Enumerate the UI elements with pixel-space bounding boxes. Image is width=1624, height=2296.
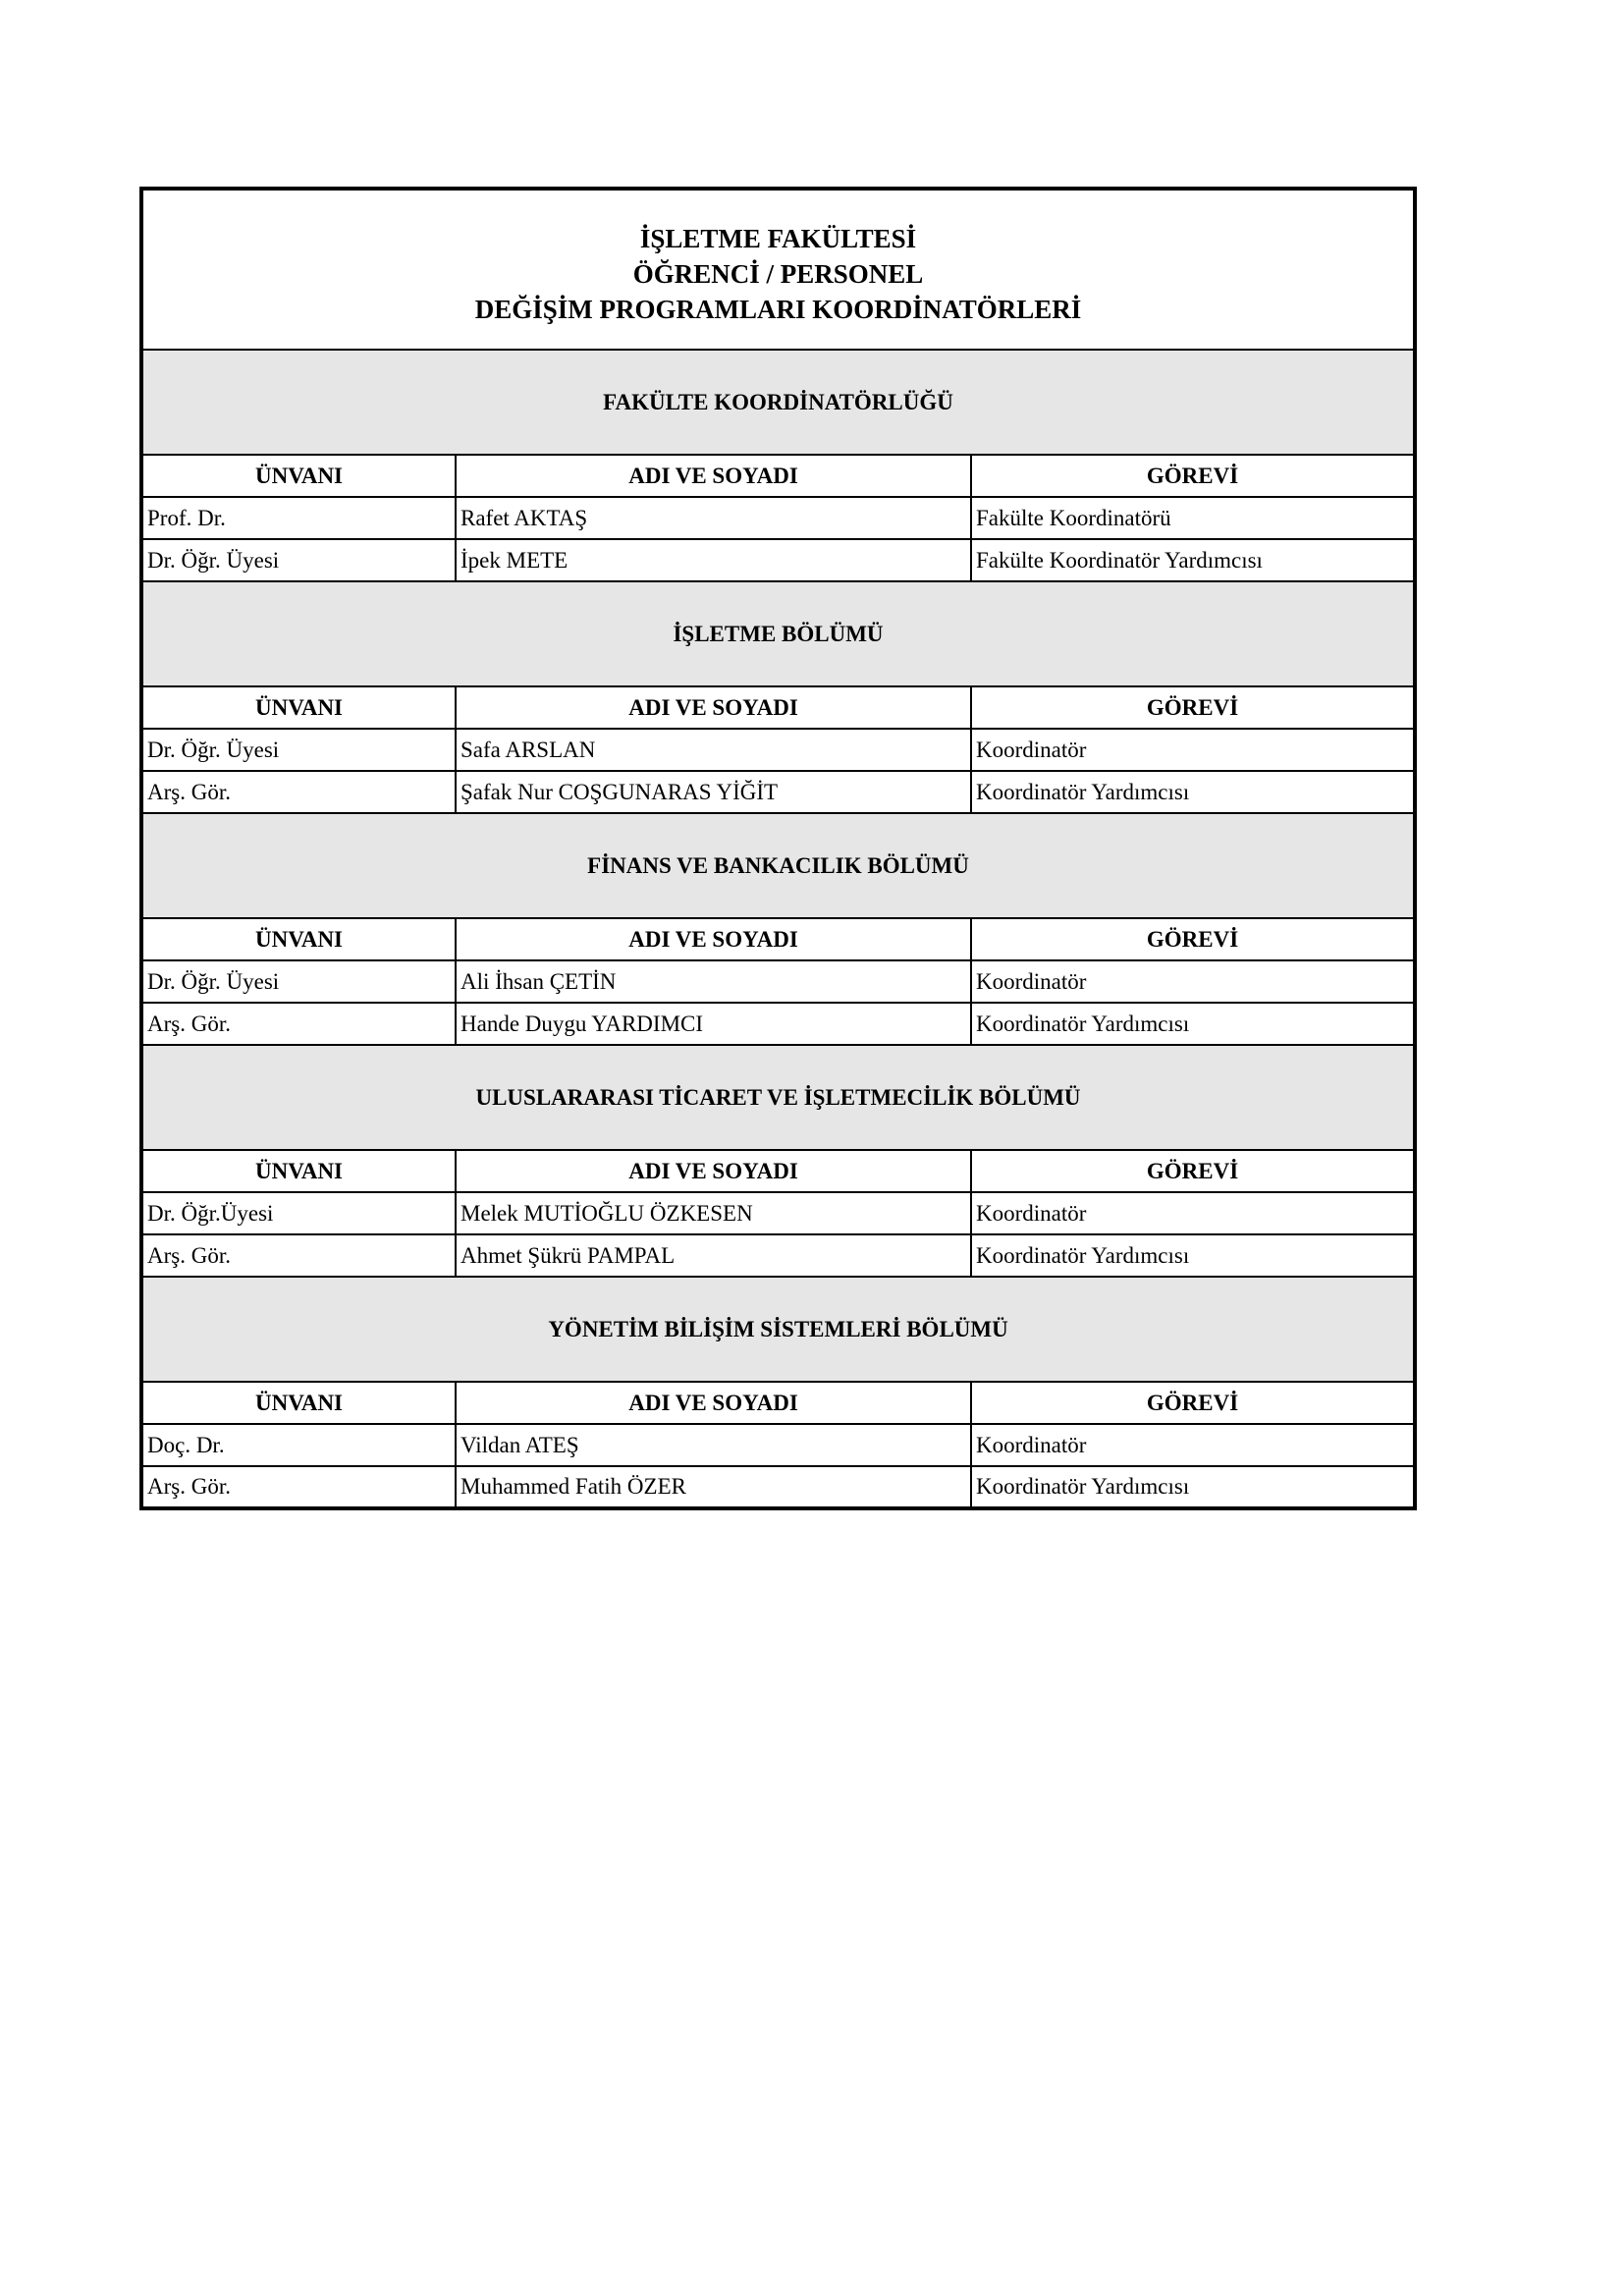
- cell-unvan: Dr. Öğr.Üyesi: [141, 1192, 456, 1234]
- cell-adi-soyadi: Vildan ATEŞ: [456, 1424, 971, 1466]
- header-adi-soyadi: ADI VE SOYADI: [456, 1150, 971, 1192]
- section-row: [141, 1277, 1415, 1382]
- title-line-3: DEĞİŞİM PROGRAMLARI KOORDİNATÖRLERİ: [474, 294, 1082, 324]
- cell-adi-soyadi: Şafak Nur COŞGUNARAS YİĞİT: [456, 771, 971, 813]
- table-row: [141, 729, 1415, 771]
- cell-gorevi: Koordinatör: [971, 1192, 1415, 1234]
- cell-unvan: Arş. Gör.: [141, 771, 456, 813]
- title-row: [141, 189, 1415, 350]
- header-adi-soyadi: ADI VE SOYADI: [456, 455, 971, 497]
- cell-unvan: Dr. Öğr. Üyesi: [141, 729, 456, 771]
- header-unvan: ÜNVANI: [141, 918, 456, 960]
- cell-adi-soyadi: Ahmet Şükrü PAMPAL: [456, 1234, 971, 1277]
- column-header-row: [141, 1150, 1415, 1192]
- table-body: [141, 189, 1415, 1508]
- cell-gorevi: Fakülte Koordinatör Yardımcısı: [971, 539, 1415, 581]
- table-row: [141, 1192, 1415, 1234]
- table-row: [141, 497, 1415, 539]
- header-adi-soyadi: ADI VE SOYADI: [456, 918, 971, 960]
- section-title: FİNANS VE BANKACILIK BÖLÜMÜ: [141, 813, 1415, 918]
- header-gorevi: GÖREVİ: [971, 918, 1415, 960]
- cell-adi-soyadi: Safa ARSLAN: [456, 729, 971, 771]
- section-title: ULUSLARARASI TİCARET VE İŞLETMECİLİK BÖLÜMÜ: [141, 1045, 1415, 1150]
- header-unvan: ÜNVANI: [141, 686, 456, 729]
- header-adi-soyadi: ADI VE SOYADI: [456, 1382, 971, 1424]
- cell-adi-soyadi: Ali İhsan ÇETİN: [456, 960, 971, 1003]
- column-header-row: [141, 455, 1415, 497]
- cell-unvan: Dr. Öğr. Üyesi: [141, 539, 456, 581]
- title-line-1: İŞLETME FAKÜLTESİ: [639, 223, 917, 253]
- column-header-row: [141, 686, 1415, 729]
- cell-unvan: Dr. Öğr. Üyesi: [141, 960, 456, 1003]
- table-row: [141, 1466, 1415, 1508]
- cell-unvan: Prof. Dr.: [141, 497, 456, 539]
- table-row: [141, 1424, 1415, 1466]
- column-header-row: [141, 1382, 1415, 1424]
- cell-gorevi: Koordinatör Yardımcısı: [971, 1234, 1415, 1277]
- header-adi-soyadi: ADI VE SOYADI: [456, 686, 971, 729]
- title-line-2: ÖĞRENCİ / PERSONEL: [632, 258, 924, 289]
- cell-gorevi: Koordinatör Yardımcısı: [971, 1003, 1415, 1045]
- cell-adi-soyadi: Muhammed Fatih ÖZER: [456, 1466, 971, 1508]
- header-gorevi: GÖREVİ: [971, 686, 1415, 729]
- document-title: [141, 189, 1415, 350]
- cell-gorevi: Koordinatör: [971, 729, 1415, 771]
- section-row: [141, 813, 1415, 918]
- header-gorevi: GÖREVİ: [971, 1382, 1415, 1424]
- section-row: [141, 1045, 1415, 1150]
- table-row: [141, 960, 1415, 1003]
- table-row: [141, 771, 1415, 813]
- cell-adi-soyadi: Melek MUTİOĞLU ÖZKESEN: [456, 1192, 971, 1234]
- cell-gorevi: Koordinatör: [971, 1424, 1415, 1466]
- section-title: FAKÜLTE KOORDİNATÖRLÜĞÜ: [141, 350, 1415, 455]
- cell-gorevi: Koordinatör Yardımcısı: [971, 1466, 1415, 1508]
- cell-adi-soyadi: İpek METE: [456, 539, 971, 581]
- cell-unvan: Arş. Gör.: [141, 1466, 456, 1508]
- header-gorevi: GÖREVİ: [971, 1150, 1415, 1192]
- section-row: [141, 350, 1415, 455]
- header-gorevi: GÖREVİ: [971, 455, 1415, 497]
- section-title: İŞLETME BÖLÜMÜ: [141, 581, 1415, 686]
- cell-adi-soyadi: Hande Duygu YARDIMCI: [456, 1003, 971, 1045]
- cell-unvan: Arş. Gör.: [141, 1234, 456, 1277]
- coordinators-table: [139, 187, 1417, 1510]
- header-unvan: ÜNVANI: [141, 455, 456, 497]
- section-row: [141, 581, 1415, 686]
- cell-adi-soyadi: Rafet AKTAŞ: [456, 497, 971, 539]
- section-title: YÖNETİM BİLİŞİM SİSTEMLERİ BÖLÜMÜ: [141, 1277, 1415, 1382]
- header-unvan: ÜNVANI: [141, 1382, 456, 1424]
- cell-unvan: Arş. Gör.: [141, 1003, 456, 1045]
- column-header-row: [141, 918, 1415, 960]
- header-unvan: ÜNVANI: [141, 1150, 456, 1192]
- cell-gorevi: Koordinatör Yardımcısı: [971, 771, 1415, 813]
- cell-gorevi: Fakülte Koordinatörü: [971, 497, 1415, 539]
- cell-unvan: Doç. Dr.: [141, 1424, 456, 1466]
- table-row: [141, 1234, 1415, 1277]
- table-row: [141, 1003, 1415, 1045]
- table-row: [141, 539, 1415, 581]
- cell-gorevi: Koordinatör: [971, 960, 1415, 1003]
